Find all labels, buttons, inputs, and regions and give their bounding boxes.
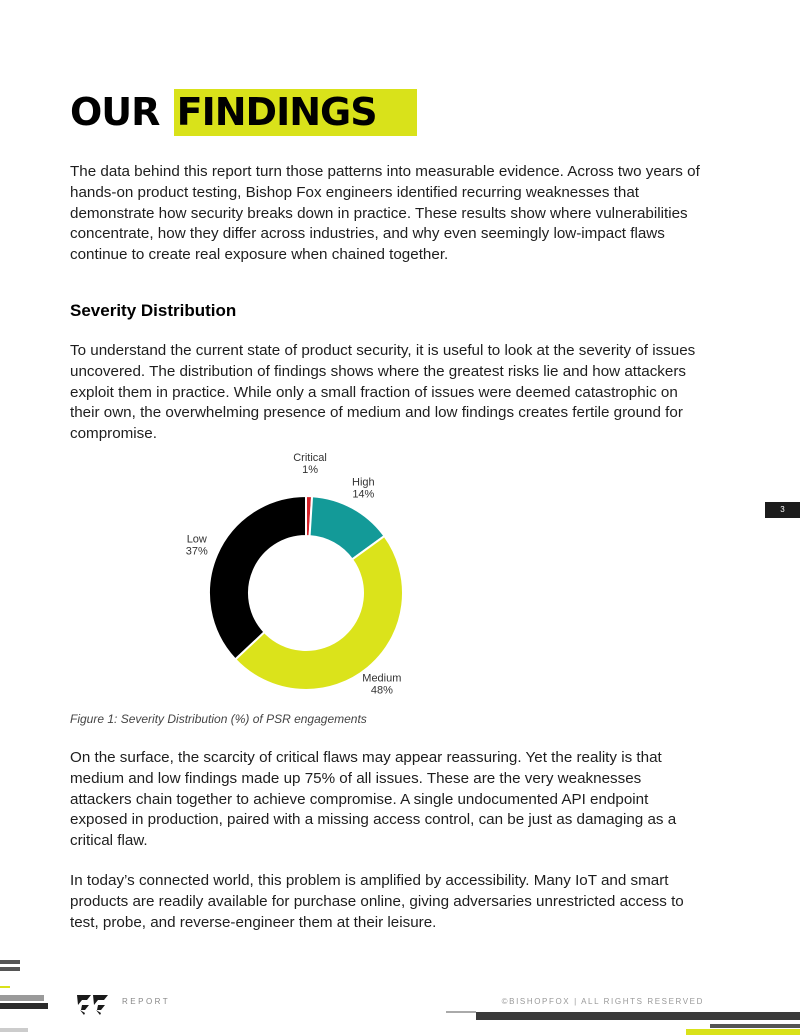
footer-deco-bar	[710, 1024, 800, 1028]
footer-deco-bar	[0, 986, 10, 988]
donut-label-high: High 14%	[352, 476, 375, 501]
intro-paragraph: The data behind this report turn those patterns into measurable evidence. Across two years of hands-on product testing, Bishop Fox engineers identified recurring weaknesses that demonstrate how security breaks down in practice. These results show where vulnerabilities concentrate, how they differ across industries, and why even seemingly low-impact flaws continue to create real exposure when chained together.	[70, 163, 700, 264]
footer-deco-bar	[446, 1011, 476, 1013]
page-number-tab: 3	[765, 502, 800, 518]
donut-label-critical: Critical 1%	[293, 452, 327, 477]
body-paragraph-2: In today’s connected world, this problem is amplified by accessibility. Many IoT and smart products are readily available for purchase online, giving adversaries unrestricted access to test, probe, and reverse-engineer them at their leisure.	[70, 872, 684, 931]
footer-deco-bar	[686, 1029, 800, 1035]
title-word-findings: FINDINGS	[174, 89, 417, 136]
page-title	[70, 90, 417, 134]
footer-report-label: REPORT	[122, 997, 171, 1006]
footer-deco-bar	[0, 960, 20, 964]
donut-label-low: Low 37%	[185, 533, 208, 558]
footer-deco-bar	[0, 1003, 48, 1009]
donut-slice-low	[209, 496, 306, 659]
footer-deco-bar	[0, 967, 20, 971]
footer-deco-bar	[476, 1012, 800, 1020]
footer-copyright: ©BISHOPFOX | ALL RIGHTS RESERVED	[501, 997, 704, 1006]
footer-deco-bar	[0, 995, 44, 1001]
figure-caption: Figure 1: Severity Distribution (%) of PSR engagements	[70, 712, 367, 726]
body-paragraph-1: On the surface, the scarcity of critical flaws may appear reassuring. Yet the reality is that medium and low findings made up 75% of all issues. These are the very weaknesses attackers chain together to achieve compromise. A single undocumented API endpoint exposed in production, paired with a missing access control, can be just as damaging as a critical flaw.	[70, 749, 677, 850]
bishop-fox-logo-icon	[76, 993, 110, 1017]
donut-label-medium: Medium 48%	[362, 672, 402, 697]
section-heading: Severity Distribution	[70, 301, 237, 320]
section-paragraph: To understand the current state of product security, it is useful to look at the severity of issues uncovered. The distribution of findings shows where the greatest risks lie and how attackers exploit them in practice. While only a small fraction of issues were deemed catastrophic on their own, the overwhelming presence of medium and low findings creates fertile ground for compromise.	[70, 342, 696, 443]
footer-deco-bar	[0, 1028, 28, 1032]
title-word-our: OUR	[70, 90, 160, 134]
severity-donut-chart	[150, 452, 470, 712]
